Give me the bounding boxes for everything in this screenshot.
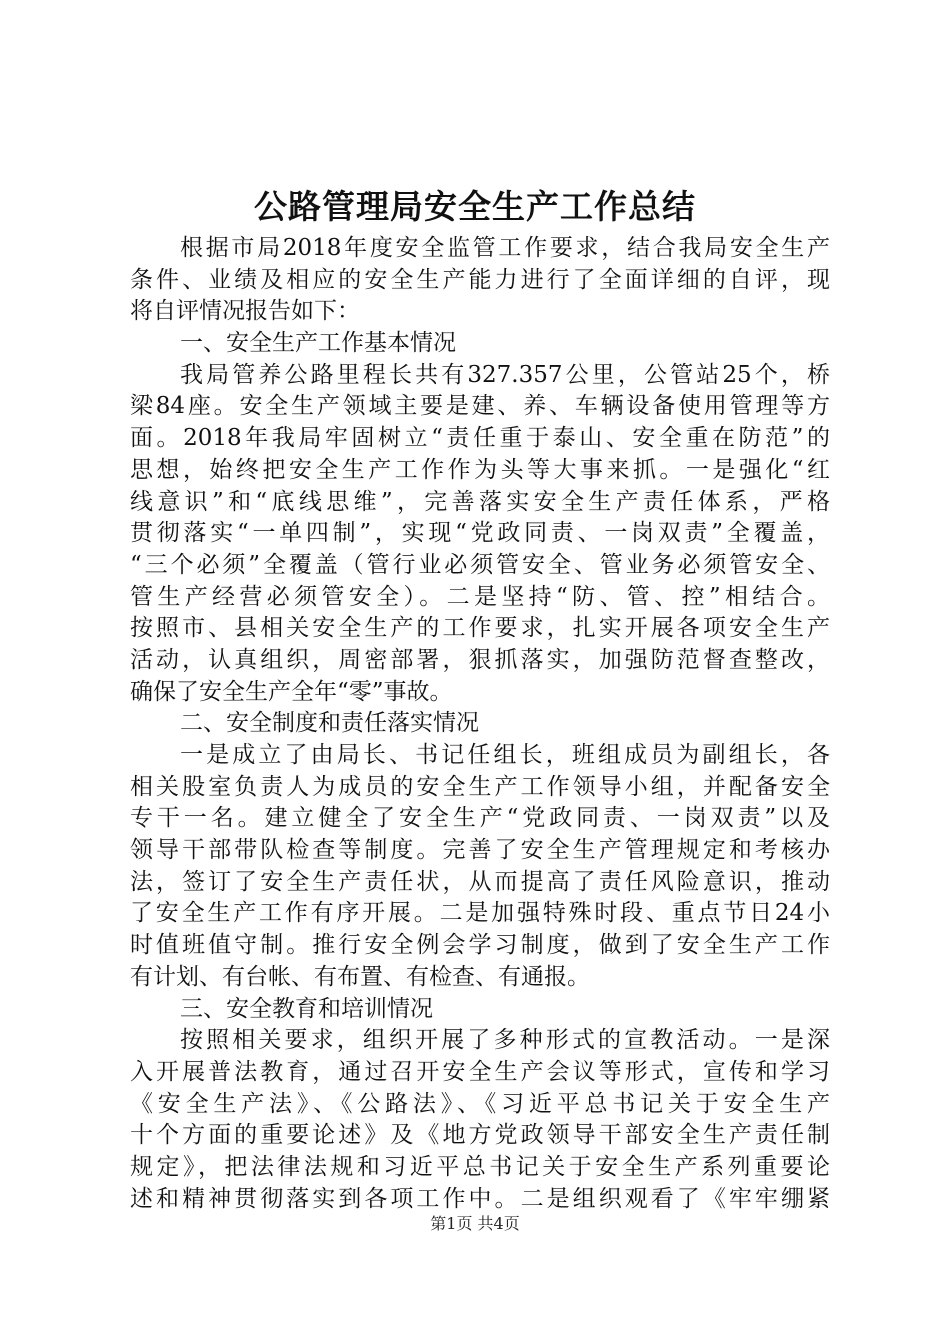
text-line: 我局管养公路里程长共有327.357公里，公管站25个，桥: [180, 361, 830, 388]
text-line: 梁84座。安全生产领域主要是建、养、车辆设备使用管理等方: [130, 393, 830, 420]
text-line: 述和精神贯彻落实到各项工作中。二是组织观看了《牢牢绷紧: [130, 1185, 830, 1212]
text-line: 《安全生产法》、《公路法》、《习近平总书记关于安全生产: [130, 1090, 830, 1117]
text-line: 二、安全制度和责任落实情况: [180, 710, 479, 737]
text-line: 规定》，把法律法规和习近平总书记关于安全生产系列重要论: [130, 1153, 830, 1180]
text-line: 面。2018年我局牢固树立“责任重于泰山、安全重在防范”的: [130, 425, 830, 452]
text-line: 一、安全生产工作基本情况: [180, 330, 456, 357]
text-line: 领导干部带队检查等制度。完善了安全生产管理规定和考核办: [130, 837, 830, 864]
text-line: 十个方面的重要论述》及《地方党政领导干部安全生产责任制: [130, 1122, 830, 1149]
text-line: 法，签订了安全生产责任状，从而提高了责任风险意识，推动: [130, 868, 830, 895]
text-line: 了安全生产工作有序开展。二是加强特殊时段、重点节日24小: [130, 900, 830, 927]
text-line: 相关股室负责人为成员的安全生产工作领导小组，并配备安全: [130, 773, 830, 800]
text-line: 管生产经营必须管安全）。二是坚持“防、管、控”相结合。: [130, 583, 830, 610]
text-line: 条件、业绩及相应的安全生产能力进行了全面详细的自评，现: [130, 266, 830, 293]
text-line: 确保了安全生产全年“零”事故。: [130, 678, 453, 705]
text-line: 按照相关要求，组织开展了多种形式的宣教活动。一是深: [180, 1027, 830, 1054]
text-line: 专干一名。建立健全了安全生产“党政同责、一岗双责”以及: [130, 805, 830, 832]
text-line: 三、安全教育和培训情况: [180, 995, 433, 1022]
text-line: 按照市、县相关安全生产的工作要求，扎实开展各项安全生产: [130, 615, 830, 642]
document-title: 公路管理局安全生产工作总结: [254, 187, 696, 226]
text-line: 入开展普法教育，通过召开安全生产会议等形式，宣传和学习: [130, 1058, 830, 1085]
text-line: 一是成立了由局长、书记任组长，班组成员为副组长，各: [180, 742, 830, 768]
page-footer: 第1页 共4页: [430, 1214, 520, 1233]
text-line: 贯彻落实“一单四制”，实现“党政同责、一岗双责”全覆盖，: [130, 520, 830, 547]
text-line: 有计划、有台帐、有布置、有检查、有通报。: [130, 963, 590, 990]
text-line: 思想，始终把安全生产工作作为头等大事来抓。一是强化“红: [130, 456, 830, 483]
text-line: 将自评情况报告如下：: [130, 298, 360, 325]
text-line: 根据市局2018年度安全监管工作要求，结合我局安全生产: [180, 235, 830, 261]
text-line: 活动，认真组织，周密部署，狠抓落实，加强防范督查整改，: [130, 646, 830, 673]
document-body: [130, 233, 830, 1215]
text-line: “三个必须”全覆盖（管行业必须管安全、管业务必须管安全、: [130, 551, 830, 578]
text-line: 时值班值守制。推行安全例会学习制度，做到了安全生产工作: [130, 932, 830, 959]
text-line: 线意识”和“底线思维”，完善落实安全生产责任体系，严格: [130, 488, 830, 515]
